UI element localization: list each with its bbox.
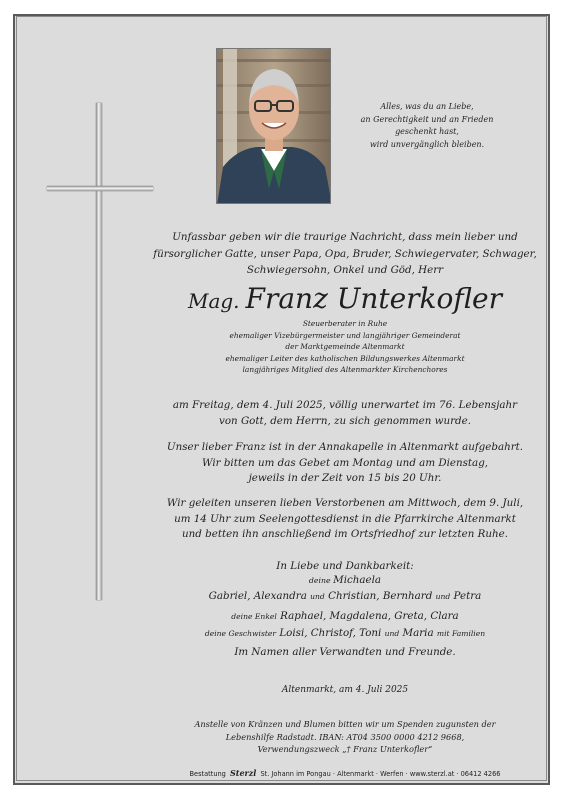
children-names: Gabriel, Alexandra [208,590,307,602]
quote-line: Alles, was du an Liebe, [380,102,474,111]
announcement-line: Schwiegersohn, Onkel und Göd, Herr [246,264,444,276]
siblings-names: Loisi, Christof, Toni [279,627,382,639]
conjunction: und [384,629,400,638]
viewing-line: Wir bitten um das Gebet am Montag und am Dienstag, [201,456,489,469]
footer-contact: St. Johann im Pongau · Altenmarkt · Werfen · www.sterzl.at · 06412 4266 [260,770,501,778]
full-name: Franz Unterkofler [245,282,503,315]
footer-prefix: Bestattung [189,770,226,778]
quote-line: an Gerechtigkeit und an Frieden [360,114,494,124]
conjunction: und [435,592,451,601]
funeral-notice [150,496,540,543]
family-wife [150,574,540,587]
family-closing: Im Namen aller Verwandten und Freunde. [234,646,456,658]
funeral-line: um 14 Uhr zum Seelengottesdienst in die Pfarrkirche Altenmarkt [174,512,516,525]
funeral-home-logo: Sterzl [229,768,257,778]
deceased-name [150,284,540,316]
wife-name: Michaela [333,574,382,586]
siblings-names: Maria [402,627,434,639]
announcement-line: Unfassbar geben wir die traurige Nachricht, dass mein lieber und [172,231,518,243]
role-line: Steuerberater in Ruhe [302,319,388,328]
viewing-line: jeweils in der Zeit von 15 bis 20 Uhr. [248,472,442,484]
announcement [150,229,540,279]
viewing-notice [150,440,540,487]
announcement-line: fürsorglicher Gatte, unser Papa, Opa, Bruder, Schwiegervater, Schwager, [153,247,537,260]
funeral-home-footer [150,768,540,778]
role-line: langjähriges Mitglied des Altenmarkter Kirchenchores [242,365,448,374]
role-line: ehemaliger Leiter des katholischen Bildungswerkes Altenmarkt [225,353,465,363]
roles-list [150,318,540,376]
academic-title: Mag. [187,289,240,313]
role-line: der Marktgemeinde Altenmarkt [285,342,405,351]
portrait-photo [216,48,331,204]
memorial-quote [352,101,502,151]
cross-beam [47,186,153,191]
death-line: am Freitag, dem 4. Juli 2025, völlig unerwartet im 76. Lebensjahr [172,399,518,411]
cross-icon [96,103,102,600]
quote-line: geschenkt hast, [395,127,459,136]
donation-line: Lebenshilfe Radstadt. IBAN: AT04 3500 0000 4212 9668, [225,731,465,742]
conjunction: und [310,592,325,601]
death-line: von Gott, dem Herrn, zu sich genommen wurde. [219,414,471,427]
family-siblings [150,626,540,641]
donation-notice [150,718,540,756]
funeral-line: und betten ihn anschließend im Ortsfriedhof zur letzten Ruhe. [182,528,508,540]
viewing-line: Unser lieber Franz ist in der Annakapelle in Altenmarkt aufgebahrt. [166,441,524,453]
donation-line: Verwendungszweck „† Franz Unterkofler“ [257,744,433,754]
grandchildren-names: Raphael, Magdalena, Greta, Clara [280,610,459,622]
family-heading: In Liebe und Dankbarkeit: [276,560,414,572]
funeral-line: Wir geleiten unseren lieben Verstorbenen am Mittwoch, dem 9. Juli, [166,497,524,509]
wife-prefix: deine [308,576,331,585]
siblings-suffix: mit Familien [436,629,486,638]
donation-line: Anstelle von Kränzen und Blumen bitten wir um Spenden zugunsten der [194,719,496,729]
death-notice [150,398,540,429]
quote-line: wird unvergänglich bleiben. [369,139,485,149]
siblings-prefix: deine Geschwister [204,629,277,638]
family-children [150,589,540,604]
children-names: Petra [453,590,482,602]
children-names: Christian, Bernhard [328,590,433,602]
place-date: Altenmarkt, am 4. Juli 2025 [281,685,409,695]
grandchildren-prefix: deine Enkel [231,612,277,621]
role-line: ehemaliger Vizebürgermeister und langjähriger Gemeinderat [229,330,461,340]
family-grandchildren [150,609,540,624]
